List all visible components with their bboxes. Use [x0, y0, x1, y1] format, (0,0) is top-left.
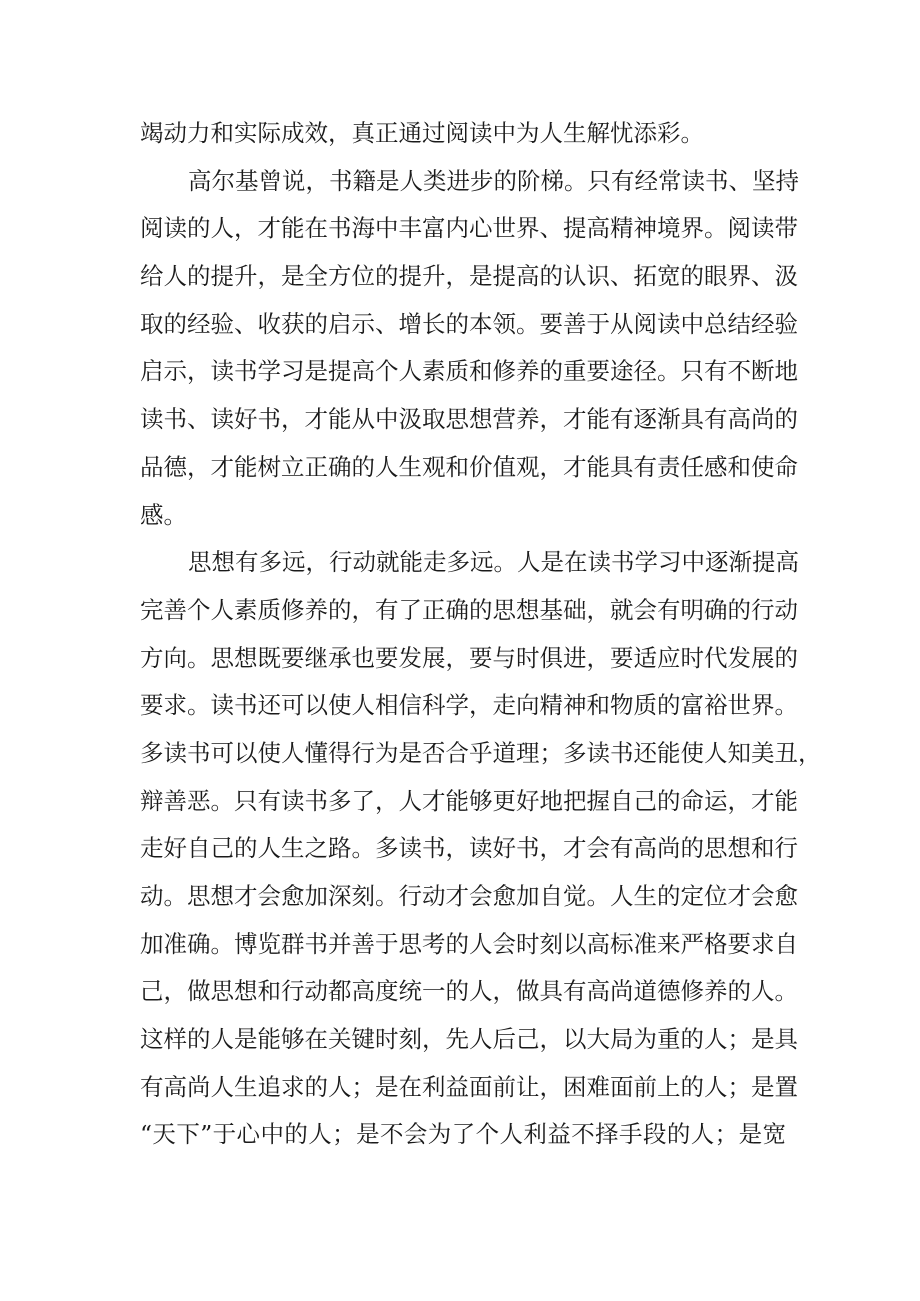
text-line: 要求。读书还可以使人相信科学，走向精神和物质的富裕世界。 — [140, 691, 798, 720]
text-line: 读书、读好书，才能从中汲取思想营养，才能有逐渐具有高尚的 — [140, 405, 798, 434]
text-line: 给人的提升，是全方位的提升，是提高的认识、拓宽的眼界、汲 — [140, 262, 798, 291]
text-line: 方向。思想既要继承也要发展，要与时俱进，要适应时代发展的 — [140, 643, 798, 672]
text-line: 走好自己的人生之路。多读书，读好书，才会有高尚的思想和行 — [140, 834, 798, 863]
text-line: 加准确。博览群书并善于思考的人会时刻以高标准来严格要求自 — [140, 929, 798, 958]
text-line: 多读书可以使人懂得行为是否合乎道理；多读书还能使人知美丑， — [140, 738, 822, 767]
text-line: 阅读的人，才能在书海中丰富内心世界、提高精神境界。阅读带 — [140, 214, 798, 243]
text-line: “天下”于心中的人；是不会为了个人利益不择手段的人；是宽 — [140, 1120, 786, 1149]
text-line: 己，做思想和行动都高度统一的人，做具有高尚道德修养的人。 — [140, 977, 798, 1006]
text-line: 启示，读书学习是提高个人素质和修养的重要途径。只有不断地 — [140, 357, 798, 386]
text-line: 竭动力和实际成效，真正通过阅读中为人生解忧添彩。 — [140, 119, 704, 147]
text-line: 有高尚人生追求的人；是在利益面前让，困难面前上的人；是置 — [140, 1072, 798, 1101]
body-text — [140, 110, 822, 1159]
text-line: 完善个人素质修养的，有了正确的思想基础，就会有明确的行动 — [140, 595, 798, 624]
paragraph-start-line: 思想有多远，行动就能走多远。人是在读书学习中逐渐提高 — [188, 548, 799, 577]
text-line: 这样的人是能够在关键时刻，先人后己，以大局为重的人；是具 — [140, 1025, 798, 1054]
text-line: 动。思想才会愈加深刻。行动才会愈加自觉。人生的定位才会愈 — [140, 882, 798, 910]
text-line: 辩善恶。只有读书多了，人才能够更好地把握自己的命运，才能 — [140, 786, 798, 815]
paragraph-start-line: 高尔基曾说，书籍是人类进步的阶梯。只有经常读书、坚持 — [188, 166, 799, 195]
text-line: 品德，才能树立正确的人生观和价值观，才能具有责任感和使命 — [140, 452, 798, 481]
text-line: 感。 — [140, 500, 187, 529]
text-line: 取的经验、收获的启示、增长的本领。要善于从阅读中总结经验 — [140, 309, 798, 338]
